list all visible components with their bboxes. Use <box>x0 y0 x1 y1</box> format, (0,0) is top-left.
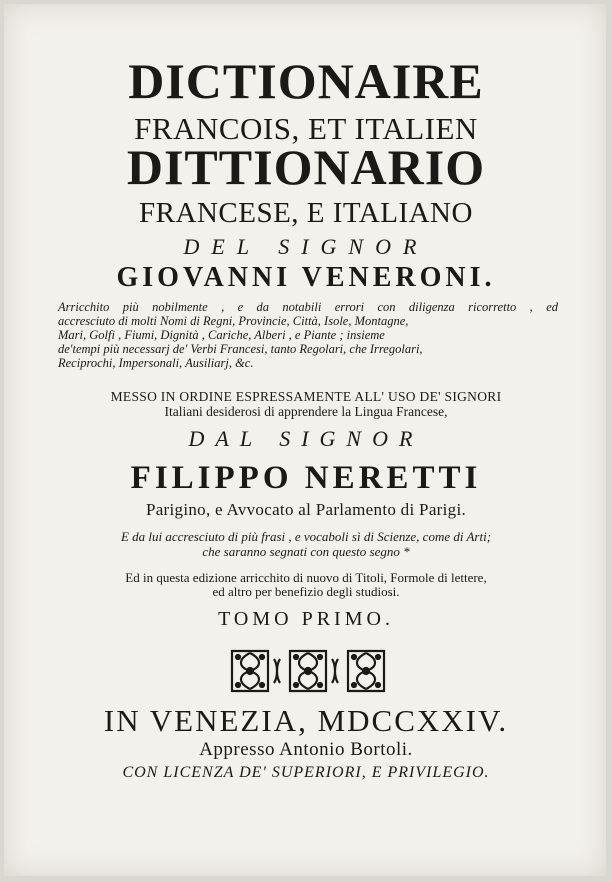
description-line-1: Arricchito più nobilmente , e da notabili errori con diligenza ricorretto , ed <box>58 300 558 314</box>
author-name: GIOVANNI VENERONI. <box>116 262 496 293</box>
purpose-line-1: MESSO IN ORDINE ESPRESSAMENTE ALL' USO DE' SIGNORI <box>110 389 502 404</box>
title-french: DICTIONAIRE <box>128 53 484 109</box>
imprint-license: CON LICENZA DE' SUPERIORI, E PRIVILEGIO. <box>122 764 490 781</box>
edition-line-2: ed altro per benefizio degli studiosi. <box>212 584 400 599</box>
imprint-printer: Appresso Antonio Bortoli. <box>199 739 413 760</box>
editor-role: Parigino, e Avvocato al Parlamento di Parigi. <box>145 500 467 519</box>
description-line-3: Mari, Golfi , Fiumi, Dignità , Cariche, Alberi , e Piante ; insieme <box>58 328 385 342</box>
additions-line-1: E da lui accresciuto di più frasi , e vocaboli sì di Scienze, come di Arti; <box>120 529 492 544</box>
edition-line-1: Ed in questa edizione arricchito di nuovo di Titoli, Formole di lettere, <box>125 570 487 585</box>
volume-label: TOMO PRIMO. <box>218 608 394 630</box>
purpose-line-2: Italiani desiderosi di apprendere la Lingua Francese, <box>164 404 448 419</box>
description-line-5: Reciprochi, Impersonali, Ausiliarj, &c. <box>58 356 254 370</box>
title-italian: DITTIONARIO <box>126 139 486 195</box>
imprint-place-year: IN VENEZIA, MDCCXXIV. <box>103 703 509 738</box>
subtitle-french: FRANCOIS, ET ITALIEN <box>134 111 478 146</box>
description-line-4: de'tempi più necessarj de' Verbi Francesi, tanto Regolari, che Irregolari, <box>58 342 423 356</box>
editor-name: FILIPPO NERETTI <box>130 460 482 496</box>
author-prefix: DEL SIGNOR <box>183 234 429 259</box>
fleuron-ornament-icon <box>228 645 388 697</box>
additions-line-2: che saranno segnati con questo segno * <box>202 544 410 559</box>
editor-prefix: DAL SIGNOR <box>188 426 424 451</box>
subtitle-italian: FRANCESE, E ITALIANO <box>139 197 473 229</box>
description-line-2: accresciuto di molti Nomi di Regni, Provincie, Città, Isole, Montagne, <box>58 314 409 328</box>
